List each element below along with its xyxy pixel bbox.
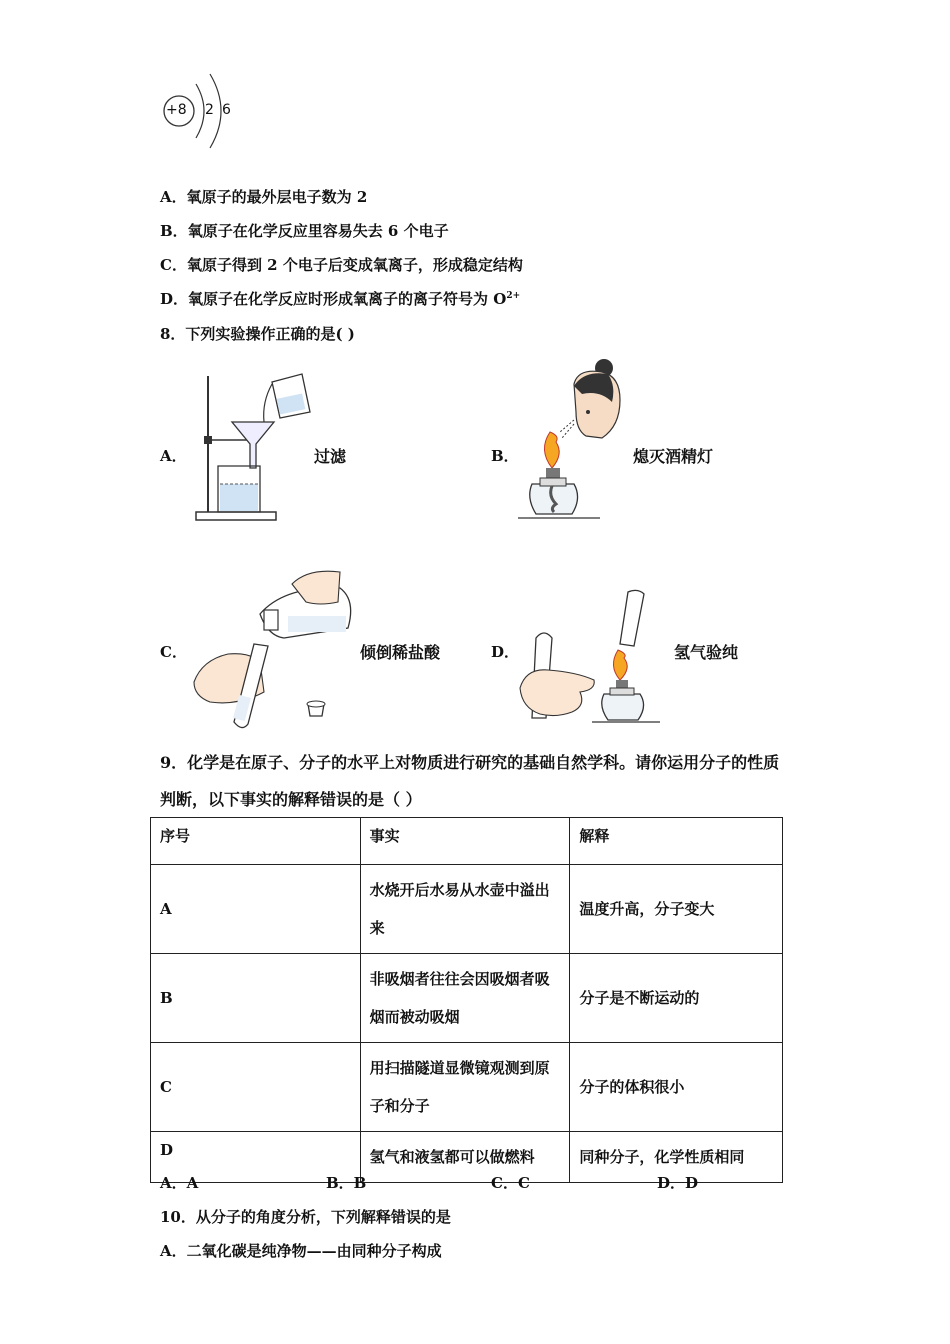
row-id: D — [151, 1132, 361, 1183]
q10-option-a: A．二氧化碳是纯净物——由同种分子构成 — [160, 1242, 442, 1260]
q9-choice-d: D．D — [657, 1174, 699, 1192]
row-fact: 用扫描隧道显微镜观测到原子和分子 — [360, 1043, 570, 1132]
row-explanation: 同种分子，化学性质相同 — [570, 1132, 783, 1183]
q9-facts-table — [150, 817, 783, 1183]
table-row — [151, 865, 783, 954]
q8-option-c-caption: 倾倒稀盐酸 — [360, 643, 441, 662]
q9-stem-line2: 判断，以下事实的解释错误的是（ ） — [160, 790, 422, 809]
table-header-row — [151, 818, 783, 865]
row-id: A — [151, 865, 361, 954]
q9-choice-a: A．A — [160, 1174, 199, 1192]
q8-option-a-caption: 过滤 — [314, 447, 347, 466]
q7-option-c: C．氧原子得到 2 个电子后变成氧离子，形成稳定结构 — [160, 256, 523, 274]
atom-shell2-label: 6 — [222, 102, 231, 118]
header-fact: 事实 — [360, 818, 570, 865]
q9-choice-c: C．C — [491, 1174, 530, 1192]
atom-shell1-label: 2 — [205, 102, 214, 118]
row-explanation: 分子是不断运动的 — [570, 954, 783, 1043]
row-id: C — [151, 1043, 361, 1132]
q8-option-d-caption: 氢气验纯 — [674, 643, 739, 662]
row-explanation: 温度升高，分子变大 — [570, 865, 783, 954]
table-row — [151, 1043, 783, 1132]
row-fact: 非吸烟者往往会因吸烟者吸烟而被动吸烟 — [360, 954, 570, 1043]
q8-option-c-letter: C． — [160, 643, 187, 661]
row-fact: 水烧开后水易从水壶中溢出来 — [360, 865, 570, 954]
q9-stem-line1: 9．化学是在原子、分子的水平上对物质进行研究的基础自然学科。请你运用分子的性质 — [160, 753, 780, 772]
filtration-apparatus-icon — [192, 372, 312, 524]
pouring-into-test-tube-icon — [188, 566, 360, 732]
row-fact: 氢气和液氢都可以做燃料 — [360, 1132, 570, 1183]
q9-choice-b: B．B — [326, 1174, 367, 1192]
hydrogen-purity-test-icon — [516, 588, 668, 728]
q7-option-d: D．氧原子在化学反应时形成氧离子的离子符号为 $O^{2+}$ — [160, 290, 521, 308]
header-explanation: 解释 — [570, 818, 783, 865]
q10-stem: 10．从分子的角度分析，下列解释错误的是 — [160, 1208, 451, 1226]
q8-option-b-letter: B． — [491, 447, 519, 465]
q8-option-b-caption: 熄灭酒精灯 — [633, 447, 714, 466]
q8-option-d-letter: D． — [491, 643, 520, 661]
q8-stem: 8．下列实验操作正确的是( ) — [160, 325, 355, 343]
q7-option-a: A．氧原子的最外层电子数为 2 — [160, 188, 368, 206]
table-row — [151, 954, 783, 1043]
row-explanation: 分子的体积很小 — [570, 1043, 783, 1132]
blowing-out-lamp-icon — [516, 356, 626, 522]
header-id: 序号 — [151, 818, 361, 865]
q8-option-a-letter: A． — [160, 447, 187, 465]
q7-option-b: B．氧原子在化学反应里容易失去 6 个电子 — [160, 222, 449, 240]
atom-nucleus-label: +8 — [166, 102, 187, 118]
row-id: B — [151, 954, 361, 1043]
